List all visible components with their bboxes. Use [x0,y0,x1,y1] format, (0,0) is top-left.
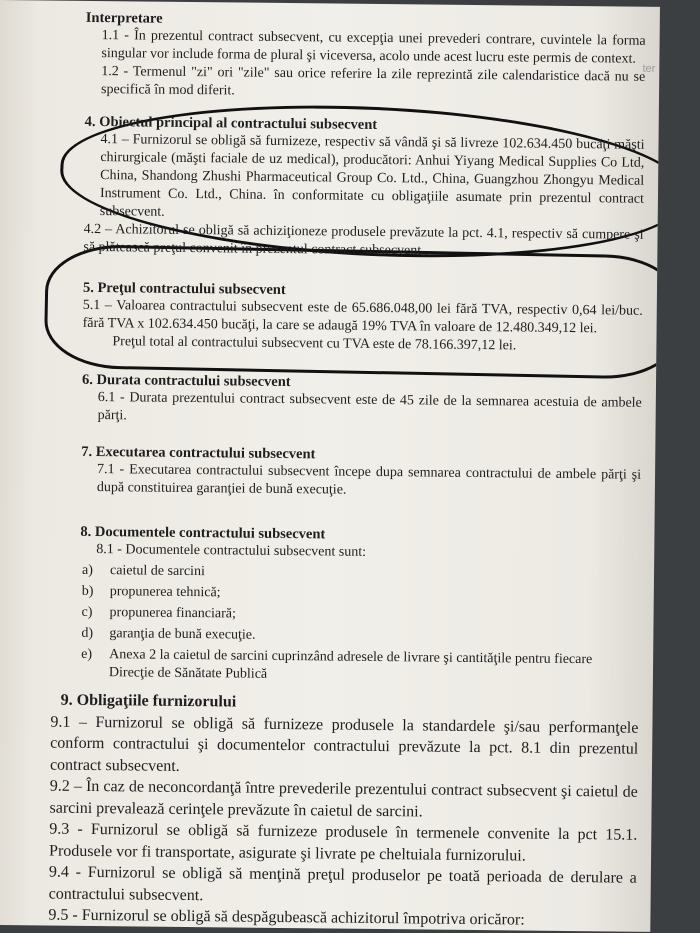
section-durata [82,371,643,431]
section-title: 7. Executarea contractului subsecvent [81,443,316,463]
section-executare [81,443,642,503]
contract-text [48,9,646,932]
section-pret [82,279,643,357]
list-item: c) propunerea financiară; [81,604,236,622]
paragraph-6-1: 6.1 - Durata prezentului contract subsecvent este de 45 zile de la semnarea acestuia de ambele părţi. [97,390,642,424]
paragraph-9-2: 9.2 – În caz de neconcordanţă între prevederile prezentului contract subsecvent şi caietul de sarcini prevalează cerinţele prevăzute în caietul de sarcini. [49,777,638,820]
paragraph-9-1: 9.1 – Furnizorul se obligă să furnizeze produsele la standardele şi/sau performanţele conform contractului şi documentelor contractului prevăzute la pct. 8.1 din prezentul contract subsecvent. [49,713,639,775]
section-title: 8. Documentele contractului subsecvent [80,523,326,543]
paragraph-7-1: 7.1 - Executarea contractului subsecvent începe dupa semnarea contractului de ambele părţi şi după constituirea garanţiei de bună execuţie. [96,462,642,498]
paragraph-5-1: 5.1 – Valoarea contractului subsecvent este de 65.686.048,00 lei fără TVA, respectiv 0,64 lei/buc. fără TVA x 102.634.450 bucăţi, la care se adaugă 19% TVA în valoare de 12.480.349,12 lei. [82,297,643,337]
paragraph-8-1: 8.1 - Documentele contractului subsecvent sunt: [96,542,367,560]
paragraph-4-1: 4.1 – Furnizorul se obligă să furnizeze, respectiv să vândă şi să livreze 102.634.450 bucăţi măşti chirurgicale (măşti faciale de uz medical), producători: Anhui Yiyang Medical Supplies Co Ltd, China, Shandong Zhushi Pharmaceutical Group Co. Ltd., China, Guangzhou Zhongyu Medical Instrument Co. Ltd., China. în conformitate cu obligaţiile asumate prin prezentul contract subsecvent. [99,132,645,220]
section-obligatii [48,690,638,932]
documents-list [79,562,640,688]
section-title: 9. Obligaţiile furnizorului [60,691,237,711]
paragraph-4-2: 4.2 – Achizitorul se obligă să achiziţioneze produsele prevăzute la pct. 4.1, respectiv să cumpere şi să plătească preţul convenit în prezentul contract subsecvent . [83,221,644,259]
list-item: b) propunerea tehnică; [81,583,221,601]
list-item: a) caietul de sarcini [81,562,205,580]
list-item: e) Anexa 2 la caietul de sarcini cuprinzând adresele de livrare şi cantităţile pentru fiecare Direcţie de Sănătate Publică [81,646,593,682]
section-documente [79,523,641,688]
paragraph-1-2: 1.2 - Termenul "zi" ori "zile" sau orice referire la zile reprezintă zile calendaristice dacă nu se specifică în mod diferit. [100,64,646,99]
section-title: Interpretare [85,9,163,27]
paragraph-9-5: 9.5 - Furnizorul se obligă să despăgubească achizitorul împotriva oricăror: [48,906,525,929]
section-title: 4. Obiectul principal al contractului subsecvent [84,113,378,133]
edge-label: ter [642,62,656,75]
paragraph-5-total: Preţul total al contractului subsecvent cu TVA este de 78.166.397,12 lei. [112,334,517,354]
list-item: d) garanţia de bună execuţie. [81,625,256,643]
paragraph-9-3: 9.3 - Furnizorul se obligă să furnizeze produsele în termenele convenite la pct 15.1. Produsele vor fi transportate, asigurate şi livrate pe cheltuiala furnizorului. [49,820,638,865]
section-title: 6. Durata contractului subsecvent [81,371,291,391]
section-interpretare [85,9,646,105]
paragraph-1-1: 1.1 - În prezentul contract subsecvent, cu excepţia unei prevederi contrare, cuvintele la forma singular vor include forma de plural şi viceversa, acolo unde acest lucru este permis de context. [101,28,646,67]
section-title: 5. Preţul contractului subsecvent [82,279,286,299]
paragraph-9-4: 9.4 - Furnizorul se obligă să menţină preţul produselor pe toată perioada de derulare a contractului subsecvent. [48,863,637,904]
section-obiect [83,113,644,263]
